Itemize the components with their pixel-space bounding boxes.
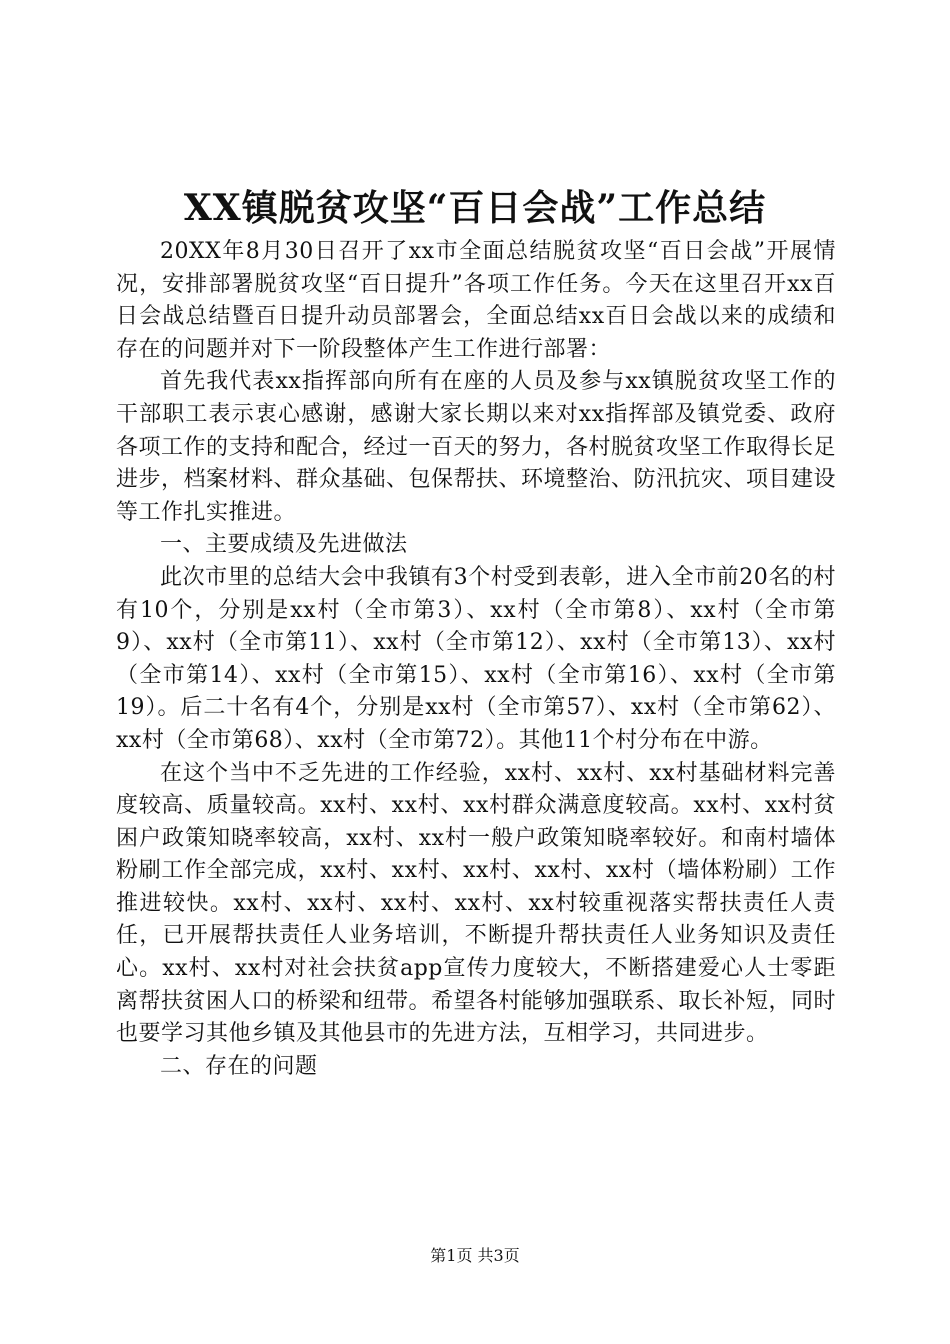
paragraph-intro: 20XX年8月30日召开了xx市全面总结脱贫攻坚“百日会战”开展情况，安排部署脱贫攻坚“百日提升”各项工作任务。今天在这里召开xx百日会战总结暨百日提升动员部署会，全面总结xx百日会战以来的成绩和存在的问题并对下一阶段整体产生工作进行部署： [116,239,836,362]
section-heading-problems: 二、存在的问题 [160,1053,318,1079]
paragraph-rankings: 此次市里的总结大会中我镇有3个村受到表彰，进入全市前20名的村有10个，分别是xx村（全市第3）、xx村（全市第8）、xx村（全市第9）、xx村（全市第11）、xx村（全市第12）、xx村（全市第13）、xx村（全市第14）、xx村（全市第15）、xx村（全市第16）、xx村（全市第19）。后二十名有4个，分别是xx村（全市第57）、xx村（全市第62）、xx村（全市第68）、xx村（全市第72）。其他11个村分布在中游。 [116,564,836,753]
section-heading-achievements: 一、主要成绩及先进做法 [160,532,408,558]
document-title: XX镇脱贫攻坚“百日会战”工作总结 [183,187,767,229]
paragraph-thanks: 首先我代表xx指挥部向所有在座的人员及参与xx镇脱贫攻坚工作的干部职工表示衷心感谢，感谢大家长期以来对xx指挥部及镇党委、政府各项工作的支持和配合，经过一百天的努力，各村脱贫攻坚工作取得长足进步，档案材料、群众基础、包保帮扶、环境整治、防汛抗灾、项目建设等工作扎实推进。 [116,369,837,525]
document-body [116,236,836,1083]
paragraph-experience: 在这个当中不乏先进的工作经验，xx村、xx村、xx村基础材料完善度较高、质量较高。xx村、xx村、xx村群众满意度较高。xx村、xx村贫困户政策知晓率较高，xx村、xx村一般户政策知晓率较好。和南村墙体粉刷工作全部完成，xx村、xx村、xx村、xx村、xx村（墙体粉刷）工作推进较快。xx村、xx村、xx村、xx村、xx村较重视落实帮扶责任人责任，已开展帮扶责任人业务培训，不断提升帮扶责任人业务知识及责任心。xx村、xx村对社会扶贫app宣传力度较大，不断搭建爱心人士零距离帮扶贫困人口的桥梁和纽带。希望各村能够加强联系、取长补短，同时也要学习其他乡镇及其他县市的先进方法，互相学习，共同进步。 [116,760,837,1047]
page-number-footer: 第1页 共3页 [430,1246,520,1265]
